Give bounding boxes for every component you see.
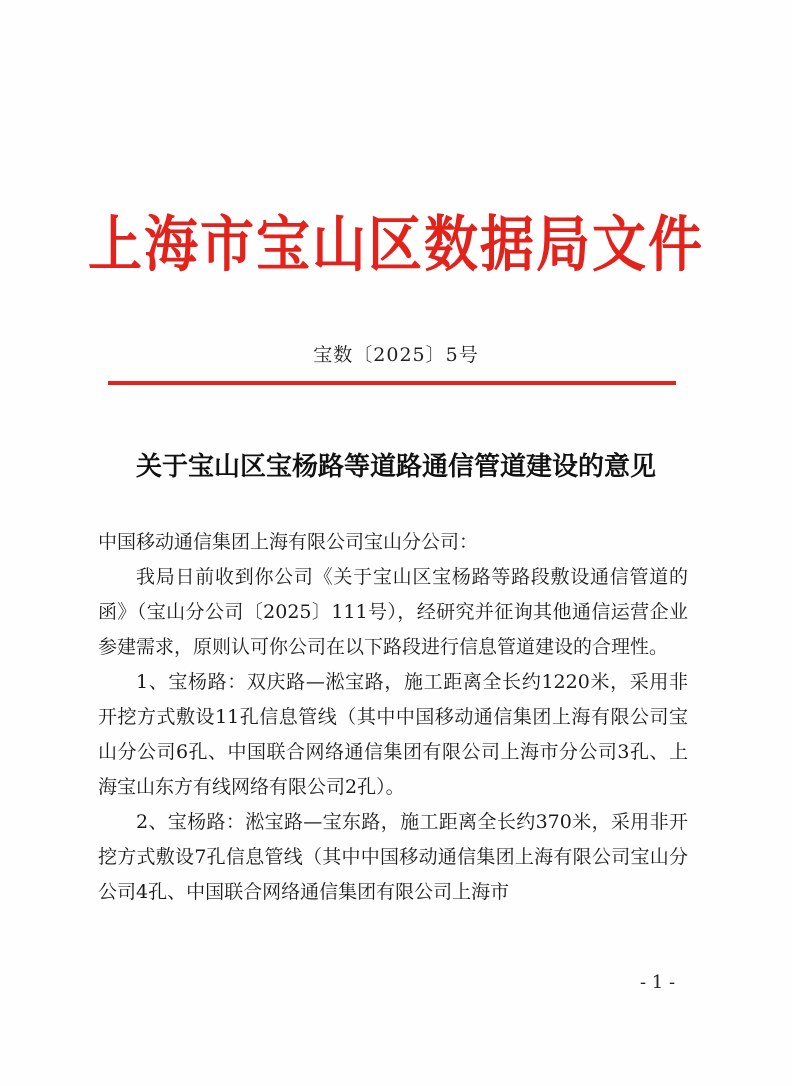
masthead-title: 上海市宝山区数据局文件 <box>88 209 704 280</box>
red-divider-line <box>108 381 676 385</box>
paragraph-item-1: 1、宝杨路：双庆路—淞宝路，施工距离全长约1220米，采用非开挖方式敷设11孔信息管线（其中中国移动通信集团上海有限公司宝山分公司6孔、中国联合网络通信集团有限公司上海市分公司3孔、上海宝山东方有线网络有限公司2孔）。 <box>98 671 688 798</box>
paragraph-intro: 我局日前收到你公司《关于宝山区宝杨路等路段敷设通信管道的函》（宝山分公司〔2025〕111号），经研究并征询其他通信运营企业参建需求，原则认可你公司在以下路段进行信息管道建设的合理性。 <box>98 566 688 658</box>
document-number: 宝数〔2025〕5号 <box>313 344 479 366</box>
page-number: - 1 - <box>640 972 676 993</box>
document-title: 关于宝山区宝杨路等道路通信管道建设的意见 <box>135 452 656 482</box>
paragraph-item-2: 2、宝杨路：淞宝路—宝东路，施工距离全长约370米，采用非开挖方式敷设7孔信息管线（其中中国移动通信集团上海有限公司宝山分公司4孔、中国联合网络通信集团有限公司上海市 <box>98 811 688 903</box>
addressee: 中国移动通信集团上海有限公司宝山分公司： <box>98 531 479 553</box>
document-body <box>98 525 688 910</box>
